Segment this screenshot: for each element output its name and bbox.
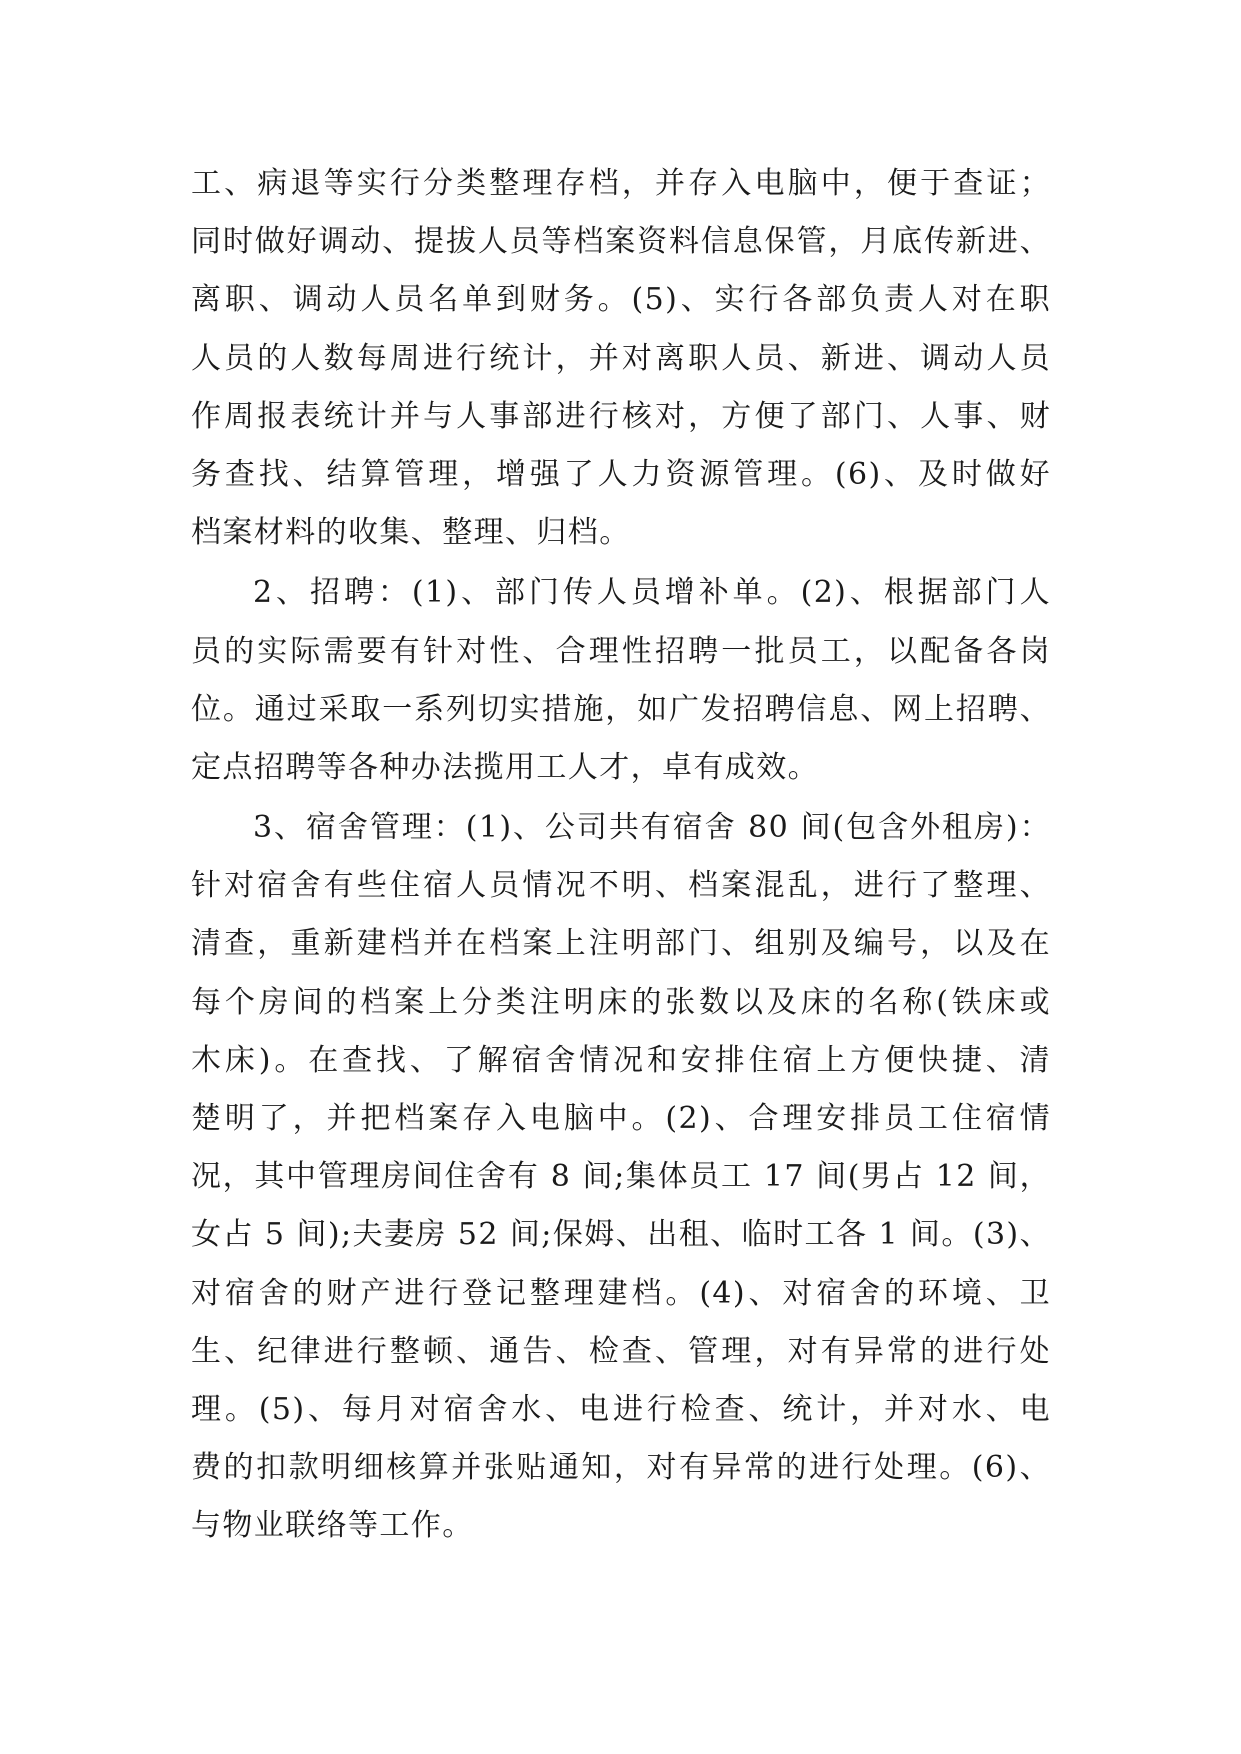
text-line: 2、招聘：(1)、部门传人员增补单。(2)、根据部门人 <box>253 575 1051 611</box>
text-line: 工、病退等实行分类整理存档，并存入电脑中，便于查证； <box>191 166 1051 201</box>
paragraph-dormitory-management <box>191 799 1051 1555</box>
text-line: 费的扣款明细核算并张贴通知，对有异常的进行处理。(6)、 <box>191 1450 1051 1486</box>
text-line: 人员的人数每周进行统计，并对离职人员、新进、调动人员 <box>191 340 1051 376</box>
text-line: 作周报表统计并与人事部进行核对，方便了部门、人事、财 <box>191 398 1051 434</box>
paragraph-recruitment <box>191 564 1051 797</box>
text-line: 木床)。在查找、了解宿舍情况和安排住宿上方便快捷、清 <box>191 1042 1051 1078</box>
text-line: 每个房间的档案上分类注明床的张数以及床的名称(铁床或 <box>191 984 1051 1020</box>
text-line: 员的实际需要有针对性、合理性招聘一批员工，以配备各岗 <box>191 633 1051 669</box>
text-line: 对宿舍的财产进行登记整理建档。(4)、对宿舍的环境、卫 <box>191 1275 1051 1311</box>
text-line: 况，其中管理房间住舍有 8 间;集体员工 17 间(男占 12 间， <box>191 1159 1051 1195</box>
text-line: 同时做好调动、提拔人员等档案资料信息保管，月底传新进、 <box>191 224 1051 260</box>
text-line: 务查找、结算管理，增强了人力资源管理。(6)、及时做好 <box>191 456 1051 492</box>
text-line: 档案材料的收集、整理、归档。 <box>191 515 631 551</box>
text-line: 清查，重新建档并在档案上注明部门、组别及编号，以及在 <box>191 926 1051 962</box>
text-line: 与物业联络等工作。 <box>191 1508 474 1544</box>
document-body <box>191 155 1051 1558</box>
text-line: 理。(5)、每月对宿舍水、电进行检查、统计，并对水、电 <box>191 1391 1051 1427</box>
text-line: 3、宿舍管理：(1)、公司共有宿舍 80 间(包含外租房)： <box>253 810 1051 846</box>
text-line: 楚明了，并把档案存入电脑中。(2)、合理安排员工住宿情 <box>191 1101 1051 1136</box>
text-line: 定点招聘等各种办法揽用工人才，卓有成效。 <box>191 749 819 785</box>
text-line: 女占 5 间);夫妻房 52 间;保姆、出租、临时工各 1 间。(3)、 <box>191 1217 1051 1253</box>
text-line: 离职、调动人员名单到财务。(5)、实行各部负责人对在职 <box>191 282 1051 318</box>
text-line: 针对宿舍有些住宿人员情况不明、档案混乱，进行了整理、 <box>191 868 1051 904</box>
text-line: 位。通过采取一系列切实措施，如广发招聘信息、网上招聘、 <box>191 691 1051 727</box>
paragraph-archive-management <box>191 155 1051 562</box>
text-line: 生、纪律进行整顿、通告、检查、管理，对有异常的进行处 <box>191 1333 1051 1369</box>
